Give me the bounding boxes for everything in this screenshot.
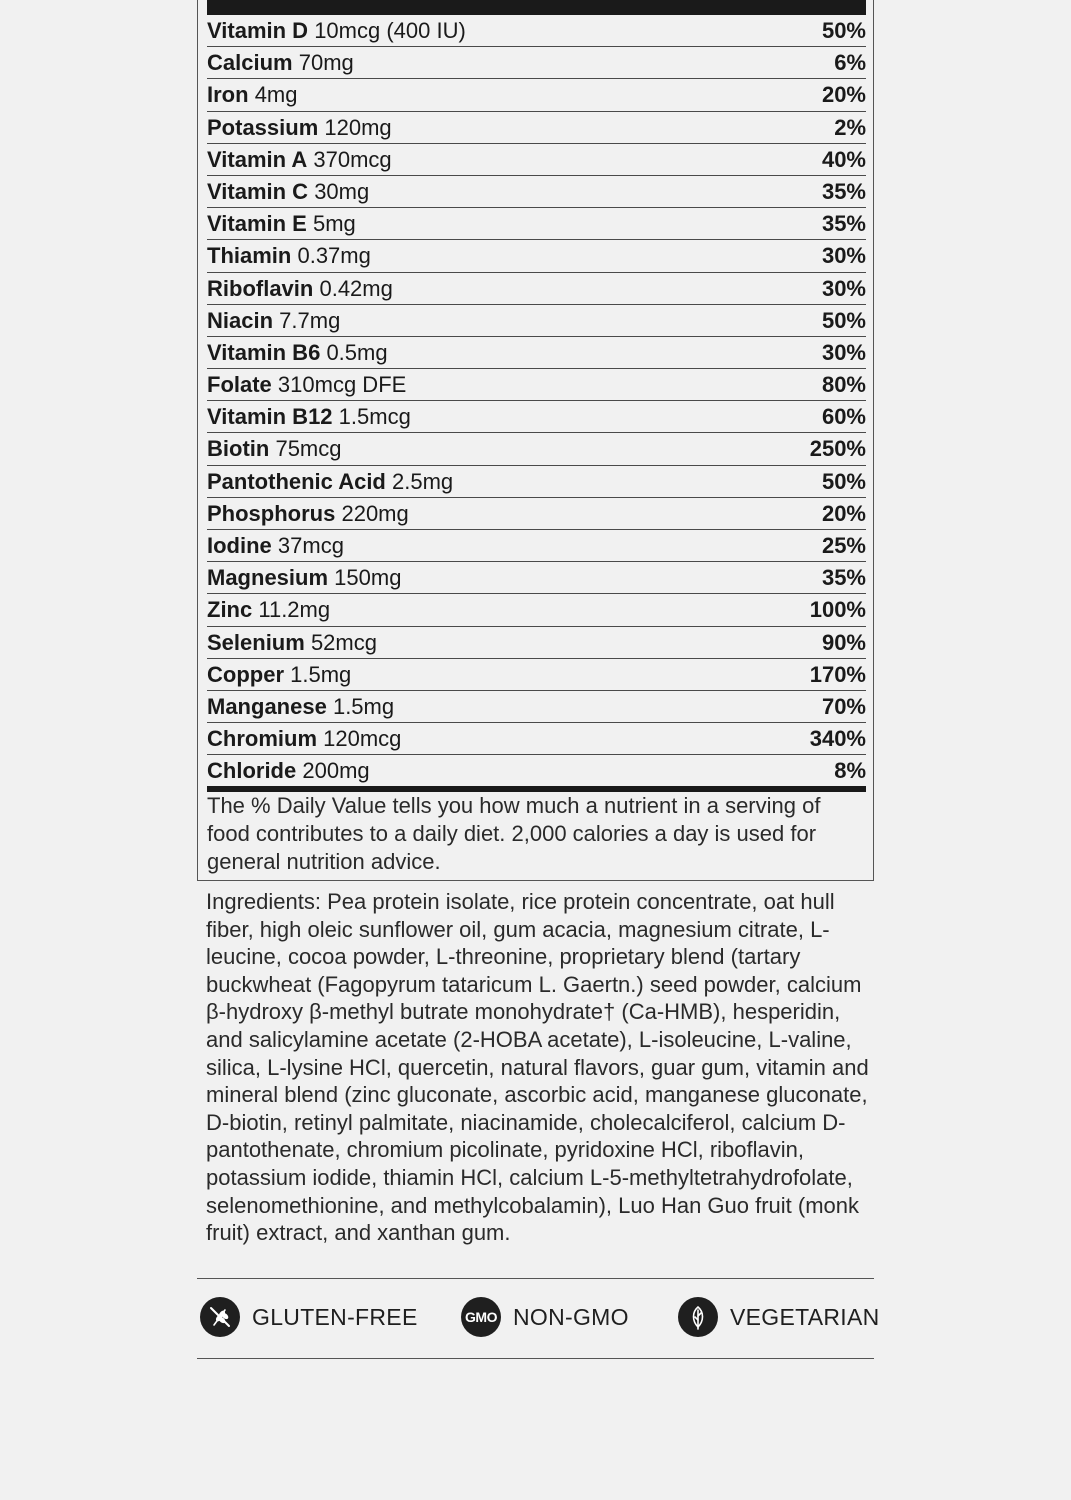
divider-bottom <box>197 1358 874 1359</box>
nutrition-panel <box>197 0 880 1330</box>
nutrient-row <box>207 47 866 79</box>
nutrient-row <box>207 498 866 530</box>
vegetarian-badge <box>678 1297 880 1337</box>
daily-value-footnote: The % Daily Value tells you how much a nutrient in a serving of food contributes to a daily diet. 2,000 calories a day is used for general nutrition advice. <box>207 793 821 874</box>
nutrient-daily-value: 30% <box>821 339 866 365</box>
nutrient-name: Zinc <box>207 597 253 623</box>
nutrient-amount: 0.5mg <box>326 339 388 365</box>
nutrient-daily-value: 50% <box>821 307 866 333</box>
nutrient-name: Vitamin C <box>207 178 309 204</box>
nutrient-amount: 37mcg <box>277 533 344 558</box>
nutrient-name: Selenium <box>207 629 305 655</box>
nutrient-amount: 1.5mg <box>332 693 395 719</box>
nutrient-row <box>207 627 866 659</box>
nutrient-name: Folate <box>207 372 272 398</box>
nutrient-row <box>207 240 866 272</box>
non-gmo-badge <box>461 1297 629 1337</box>
nutrient-row <box>207 15 866 47</box>
non-gmo-label: NON-GMO <box>513 1303 629 1330</box>
nutrient-amount: 0.42mg <box>319 275 393 301</box>
nutrient-row <box>207 466 866 498</box>
nutrient-amount: 4mg <box>254 82 298 108</box>
nutrient-amount: 150mg <box>334 565 402 591</box>
nutrient-daily-value: 340% <box>809 726 866 752</box>
nutrient-daily-value: 2% <box>834 114 866 140</box>
nutrient-daily-value: 40% <box>821 146 866 172</box>
nutrient-daily-value: 35% <box>821 178 866 204</box>
nutrient-name: Vitamin B6 <box>207 339 321 365</box>
nutrient-name: Potassium <box>207 114 319 140</box>
nutrient-amount: 310mcg DFE <box>277 372 407 398</box>
nutrient-amount: 5mg <box>312 211 356 237</box>
nutrient-amount: 1.5mg <box>290 661 352 687</box>
nutrient-row <box>207 208 866 240</box>
nutrient-name: Calcium <box>207 50 293 76</box>
nutrient-row <box>207 433 866 465</box>
nutrient-name: Magnesium <box>207 565 329 591</box>
nutrient-daily-value: 90% <box>821 629 866 655</box>
nutrient-amount: 2.5mg <box>392 468 454 494</box>
nutrient-daily-value: 100% <box>809 597 866 623</box>
nutrient-row <box>207 691 866 723</box>
gluten-free-badge <box>200 1297 418 1337</box>
nutrient-row <box>207 144 866 176</box>
nutrient-daily-value: 30% <box>821 275 866 301</box>
nutrient-name: Biotin <box>207 436 270 462</box>
nutrient-row <box>207 594 866 626</box>
nutrient-name: Vitamin E <box>207 211 307 237</box>
gmo-icon-text: GMO <box>465 1309 497 1325</box>
nutrient-daily-value: 60% <box>821 404 866 430</box>
leaf-icon <box>678 1297 718 1337</box>
nutrient-amount: 0.37mg <box>297 243 371 269</box>
nutrient-daily-value: 25% <box>821 533 866 558</box>
nutrient-daily-value: 70% <box>821 693 866 719</box>
nutrient-amount: 11.2mg <box>258 597 331 623</box>
nutrient-amount: 120mg <box>324 114 392 140</box>
nutrient-daily-value: 80% <box>821 372 866 398</box>
nutrient-amount: 200mg <box>302 758 370 784</box>
nutrient-amount: 7.7mg <box>279 307 341 333</box>
nutrient-name: Thiamin <box>207 243 292 269</box>
nutrient-daily-value: 35% <box>821 565 866 591</box>
nutrient-amount: 70mg <box>298 50 354 76</box>
nutrient-amount: 120mcg <box>323 726 402 752</box>
nutrient-daily-value: 250% <box>809 436 866 462</box>
nutrient-amount: 75mcg <box>275 436 342 462</box>
nutrient-name: Iron <box>207 82 249 108</box>
nutrient-name: Chloride <box>207 758 297 784</box>
nutrient-daily-value: 50% <box>821 18 866 43</box>
nutrient-amount: 10mcg (400 IU) <box>314 18 466 43</box>
nutrient-name: Riboflavin <box>207 275 314 301</box>
nutrient-amount: 52mcg <box>310 629 377 655</box>
nutrition-facts-box <box>197 0 874 881</box>
nutrient-amount: 370mcg <box>313 146 392 172</box>
ingredients-text: Ingredients: Pea protein isolate, rice protein concentrate, oat hull fiber, high oleic sunflower oil, gum acacia, magnesium citrate, L-leucine, cocoa powder, L-threonine, proprietary blend (tartary buckwheat (Fagopyrum tataricum L. Gaertn.) seed powder, calcium β-hydroxy β-methyl butrate monohydrate† (Ca-HMB), hesperidin, and salicylamine acetate (2-HOBA acetate), L-isoleucine, L-valine, silica, L-lysine HCl, quercetin, natural flavors, guar gum, vitamin and mineral blend (zinc gluconate, ascorbic acid, manganese gluconate, D-biotin, retinyl palmitate, niacinamide, cholecalciferol, calcium D-pantothenate, chromium picolinate, pyridoxine HCl, riboflavin, potassium iodide, thiamin HCl, calcium L-5-methyltetrahydrofolate, selenomethionine, and methylcobalamin), Luo Han Guo fruit (monk fruit) extract, and xanthan gum. <box>206 889 869 1246</box>
nutrient-name: Manganese <box>207 693 327 719</box>
nutrient-row <box>207 112 866 144</box>
nutrient-row <box>207 273 866 305</box>
nutrient-amount: 30mg <box>314 178 370 204</box>
nutrient-daily-value: 35% <box>821 211 866 237</box>
nutrient-row <box>207 369 866 401</box>
nutrient-name: Phosphorus <box>207 500 336 526</box>
nutrient-list <box>207 15 866 788</box>
nutrient-daily-value: 20% <box>821 82 866 108</box>
nutrient-row <box>207 530 866 562</box>
nutrient-amount: 1.5mcg <box>338 404 411 430</box>
nutrient-daily-value: 170% <box>809 661 866 687</box>
nutrient-row <box>207 176 866 208</box>
wheat-crossed-icon <box>200 1297 240 1337</box>
nutrient-daily-value: 50% <box>821 468 866 494</box>
nutrient-name: Pantothenic Acid <box>207 468 386 494</box>
top-thick-bar <box>207 0 866 15</box>
nutrient-row <box>207 337 866 369</box>
nutrient-name: Copper <box>207 661 284 687</box>
nutrient-row <box>207 562 866 594</box>
nutrient-name: Iodine <box>207 533 272 558</box>
nutrient-name: Chromium <box>207 726 317 752</box>
nutrient-amount: 220mg <box>341 500 409 526</box>
nutrient-daily-value: 8% <box>834 758 866 784</box>
gluten-free-label: GLUTEN-FREE <box>252 1303 418 1330</box>
nutrient-row <box>207 305 866 337</box>
nutrient-name: Vitamin A <box>207 146 308 172</box>
nutrient-name: Niacin <box>207 307 274 333</box>
nutrient-name: Vitamin D <box>207 18 309 43</box>
divider-top <box>197 1278 874 1279</box>
nutrient-daily-value: 20% <box>821 500 866 526</box>
nutrient-row <box>207 659 866 691</box>
nutrient-row <box>207 401 866 433</box>
nutrient-daily-value: 6% <box>834 50 866 76</box>
nutrient-row <box>207 755 866 787</box>
nutrient-row <box>207 723 866 755</box>
gmo-icon <box>461 1297 501 1337</box>
nutrient-row <box>207 79 866 111</box>
vegetarian-label: VEGETARIAN <box>730 1303 880 1330</box>
nutrient-daily-value: 30% <box>821 243 866 269</box>
nutrient-name: Vitamin B12 <box>207 404 333 430</box>
